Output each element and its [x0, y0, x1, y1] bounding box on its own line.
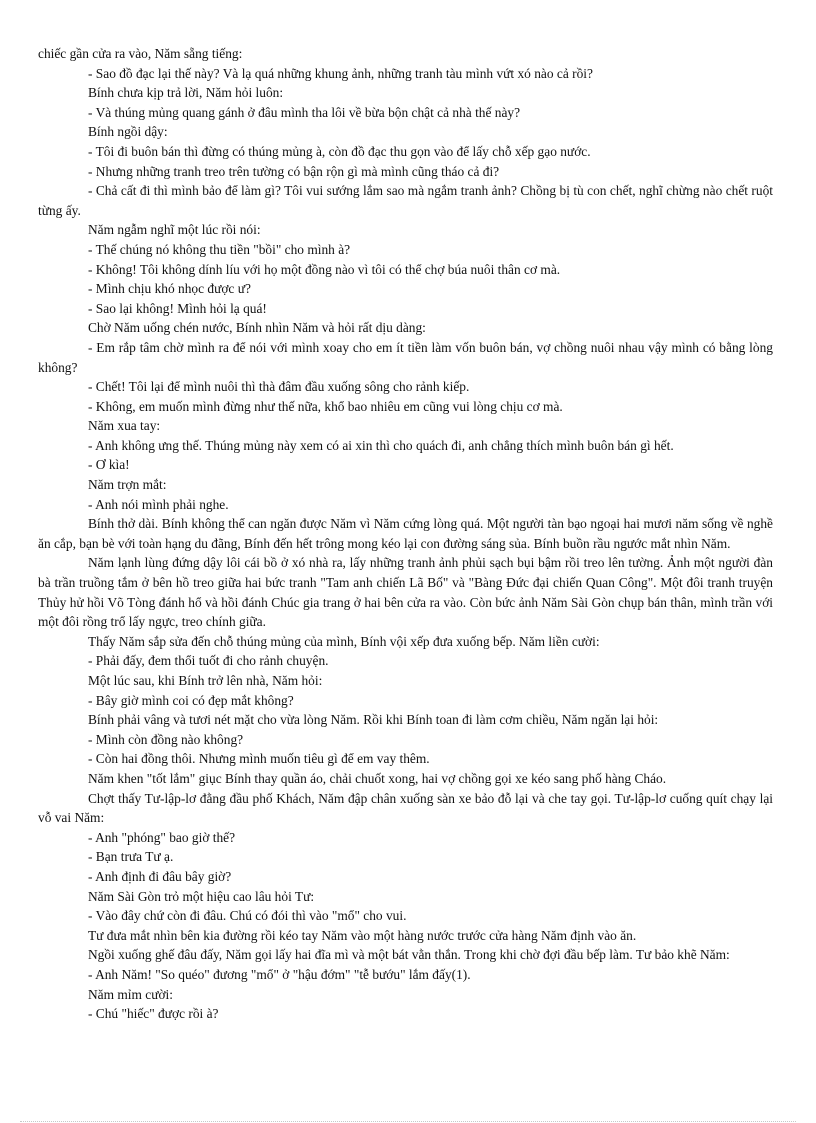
paragraph: Năm ngẫm nghĩ một lúc rồi nói:	[88, 222, 261, 238]
paragraph: Năm trợn mắt:	[88, 477, 167, 493]
paragraph: - Nhưng những tranh treo trên tường có bận rộn gì mà mình cũng tháo cả đi?	[88, 163, 500, 179]
paragraph: - Mình chịu khó nhọc được ư?	[88, 281, 251, 297]
paragraph: - Phải đấy, đem thổi tuốt đi cho rảnh chuyện.	[88, 653, 329, 669]
paragraph: Bính chưa kịp trả lời, Năm hỏi luôn:	[88, 85, 284, 101]
paragraph: - Anh định đi đâu bây giờ?	[88, 868, 232, 884]
paragraph: - Và thúng mủng quang gánh ở đâu mình tha lôi về bừa bộn chật cả nhà thế này?	[88, 104, 521, 120]
page-bottom-divider	[20, 1121, 796, 1122]
paragraph: - Không, em muốn mình đừng như thế nữa, khổ bao nhiêu em cũng vui lòng chịu cơ mà.	[88, 398, 563, 414]
paragraph: Năm Sài Gòn trỏ một hiệu cao lâu hỏi Tư:	[88, 888, 315, 904]
paragraph: - Sao lại không! Mình hỏi lạ quá!	[88, 300, 267, 316]
paragraph: - Mình còn đồng nào không?	[88, 731, 244, 747]
paragraph: Bính ngồi dậy:	[88, 124, 168, 140]
paragraph: chiếc gần cửa ra vào, Năm sẵng tiếng:	[38, 46, 243, 61]
paragraph: - Chết! Tôi lại để mình nuôi thì thà đâm đầu xuống sông cho rảnh kiếp.	[88, 379, 470, 395]
paragraph: - Không! Tôi không dính líu với họ một đồng nào vì tôi có thể chợ búa nuôi thân cơ mà.	[88, 261, 561, 277]
paragraph: Bính thở dài. Bính không thể can ngăn được Năm vì Năm cứng lòng quá. Một người tàn bạo ngoại hai mươi năm sống về nghề ăn cắp, bạn bè với toàn hạng du đãng, Bính đến hết trông mong kéo lại con đường sáng sủa. Bính buồn rầu ngước mắt nhìn Năm.	[38, 516, 773, 551]
paragraph: Một lúc sau, khi Bính trở lên nhà, Năm hỏi:	[88, 673, 323, 688]
paragraph: Chợt thấy Tư-lập-lơ đằng đầu phố Khách, Năm đập chân xuống sàn xe bảo đỗ lại và che tay gọi. Tư-lập-lơ cuống quít chạy lại vỗ vai Năm:	[38, 790, 773, 826]
paragraph: - Anh không ưng thế. Thúng mủng này xem có ai xin thì cho quách đi, anh chẳng thích mình buôn bán gì hết.	[88, 437, 674, 453]
paragraph: - Còn hai đồng thôi. Nhưng mình muốn tiêu gì để em vay thêm.	[88, 751, 430, 767]
paragraph: - Thế chúng nó không thu tiền "bồi" cho mình à?	[88, 241, 351, 257]
paragraph: Năm xua tay:	[88, 418, 161, 434]
document-page	[38, 44, 773, 1024]
paragraph: Năm khen "tốt lắm" giục Bính thay quần áo, chải chuốt xong, hai vợ chồng gọi xe kéo sang phố hàng Cháo.	[88, 770, 667, 786]
paragraph: Bính phải vâng và tươi nét mặt cho vừa lòng Năm. Rồi khi Bính toan đi làm cơm chiều, Năm ngăn lại hỏi:	[88, 712, 659, 728]
paragraph: - Anh nói mình phải nghe.	[88, 496, 229, 512]
paragraph: - Em rắp tâm chờ mình ra để nói với mình xoay cho em ít tiền làm vốn buôn bán, vợ chồng nuôi nhau vậy mình có bằng lòng không?	[38, 339, 773, 375]
paragraph: - Sao đồ đạc lại thế này? Và lạ quá những khung ảnh, những tranh tàu mình vứt xó nào cả rồi?	[88, 65, 593, 81]
paragraph: - Vào đây chứ còn đi đâu. Chú có đói thì vào "mổ" cho vui.	[88, 908, 407, 924]
paragraph: - Tôi đi buôn bán thì đừng có thúng mủng à, còn đồ đạc thu gọn vào để lấy chỗ xếp gạo nước.	[88, 143, 591, 159]
paragraph: Năm mỉm cười:	[88, 986, 173, 1002]
paragraph: Thấy Năm sắp sửa đến chỗ thúng mủng của mình, Bính vội xếp đưa xuống bếp. Năm liền cười:	[88, 633, 600, 649]
paragraph: Ngồi xuống ghế đâu đấy, Năm gọi lấy hai đĩa mì và một bát vằn thắn. Trong khi chờ đợi đầu bếp làm. Tư bảo khẽ Năm:	[88, 947, 730, 963]
paragraph: - Anh Năm! "So quéo" đương "mổ" ở "hậu đớm" "tễ bướu" lắm đấy(1).	[88, 966, 471, 982]
paragraph: - Anh "phóng" bao giờ thế?	[88, 829, 236, 845]
paragraph: - Chú "hiếc" được rồi à?	[88, 1006, 219, 1022]
paragraph: Tư đưa mắt nhìn bên kia đường rồi kéo tay Năm vào một hàng nước trước cửa hàng Năm định vào ăn.	[88, 927, 637, 943]
paragraph: Chờ Năm uống chén nước, Bính nhìn Năm và hỏi rất dịu dàng:	[88, 320, 426, 336]
paragraph: - Ơ kìa!	[88, 457, 130, 473]
paragraph: - Bây giờ mình coi có đẹp mắt không?	[88, 692, 294, 708]
paragraph: - Chả cất đi thì mình bảo để làm gì? Tôi vui sướng lắm sao mà ngắm tranh ảnh? Chồng bị tù con chết, nghĩ chừng nào chết ruột từng ấy.	[38, 183, 773, 218]
paragraph: Năm lạnh lùng đứng dậy lôi cái bồ ở xó nhà ra, lấy những tranh ảnh phủi sạch bụi bậm rồi treo lên tường. Ảnh một người đàn bà trần truồng tắm ở bên hồ treo giữa hai bức tranh "Tam anh chiến Lã Bố" và "Bàng Đức đại chiến Quan Công". Một đôi tranh truyện Thủy hử hồi Võ Tòng đánh hổ và hồi đánh Chúc gia trang ở hai bên cửa ra vào. Còn bức ảnh Năm Sài Gòn chụp bán thân, mình trần với một đôi rồng trổ lấy ngực, treo chính giữa.	[38, 555, 773, 630]
paragraph: - Bạn trưa Tư ạ.	[88, 849, 174, 865]
